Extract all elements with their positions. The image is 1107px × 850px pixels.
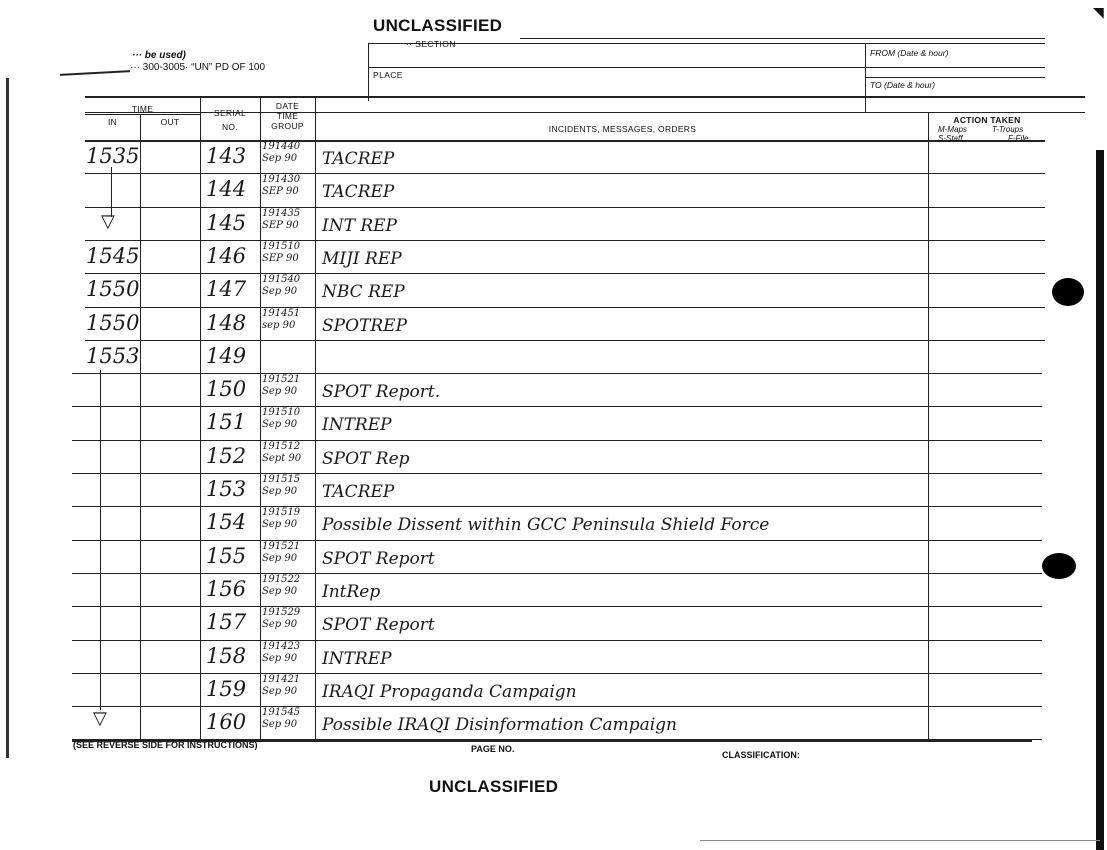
time-subheader-rule [85,114,200,115]
dtg-time: 191440 [262,141,301,152]
bottom-scan-line [700,840,1100,841]
incident-text: TACREP [322,149,395,169]
instructions-note: (SEE REVERSE SIDE FOR INSTRUCTIONS) [73,740,258,750]
dtg-time: 191521 [262,540,301,552]
time-in-value: 1545 [86,243,140,268]
form-note-fragment: ··· be used) [132,50,186,61]
row-rule [72,406,1042,407]
row-rule [72,506,1042,507]
serial-number: 147 [206,277,247,302]
section-label: ·· SECTION [406,39,456,49]
action-file-label: F-File [1008,134,1029,143]
classification-label: CLASSIFICATION: [722,750,800,760]
row-rule [85,207,1045,208]
incident-text: IntRep [322,581,381,602]
serial-number: 152 [206,443,247,468]
row-rule [72,573,1042,574]
dtg-time: 191521 [262,374,301,386]
dtg-time: 191512 [262,440,301,452]
incident-text: IRAQI Propaganda Campaign [322,681,577,702]
dtg-time: 191522 [262,573,301,585]
arrow-down-line-2 [100,370,101,710]
dtg-time: 191510 [262,407,301,419]
serial-number: 148 [206,310,247,335]
incident-text: TACREP [322,182,395,203]
out-header: OUT [160,117,180,127]
dtg-header-line2: TIME [276,111,299,121]
dtg-header-line3: GROUP [271,121,304,131]
incident-text: MIJI REP [322,248,402,269]
dtg-date: Sep 90 [262,619,298,631]
dtg-date: Sep 90 [262,386,298,398]
dtg-header-line1: DATE [275,101,300,111]
incident-text: SPOTREP [322,315,408,336]
serial-number: 155 [206,543,247,568]
dtg-time: 191430 [262,174,301,186]
incident-text: SPOT Report [322,615,435,636]
row-rule [72,440,1042,441]
incident-text: NBC REP [322,282,405,303]
dtg-date: Sep 90 [262,419,298,431]
punch-hole-mark-2 [1042,553,1076,579]
serial-number: 157 [206,610,247,635]
dtg-date: SEP 90 [262,219,299,231]
serial-number: 160 [206,710,247,735]
dtg-date: Sep 90 [262,286,298,298]
dtg-date: Sep 90 [262,486,298,497]
to-label: TO (Date & hour) [870,80,936,90]
serial-header: SERIAL [213,108,247,118]
header-divider-left [368,43,369,101]
dtg-time: 191540 [262,274,301,286]
action-taken-header: ACTION TAKEN [953,115,1021,125]
row-rule [85,307,1045,308]
row-rule [85,173,1045,174]
dtg-time: 191515 [262,474,301,485]
dtg-date: Sep 90 [262,153,298,164]
serial-number: 143 [206,144,247,168]
header-top-rule [520,38,1045,39]
row-rule [72,540,1042,541]
serial-number: 144 [206,177,247,202]
incident-text: Possible IRAQI Disinformation Campaign [322,715,677,736]
serial-number: 150 [206,377,247,402]
dtg-time: 191510 [262,240,301,252]
serial-number: 145 [206,210,247,235]
row-rule [85,240,1045,241]
right-scan-edge [1096,150,1104,850]
classification-top: UNCLASSIFIED [373,16,503,35]
serial-number: 156 [206,576,247,601]
incident-text: SPOT Rep [322,448,410,469]
arrow-down-icon-1: ▽ [101,211,115,231]
header-divider-right [865,43,866,113]
time-in-value: 1553 [86,343,140,368]
serial-no-header: NO. [221,122,238,132]
incidents-header: INCIDENTS, MESSAGES, ORDERS [548,124,697,134]
dtg-date: Sep 90 [262,585,298,597]
col-rule-in-out [140,114,141,739]
serial-number: 153 [206,477,247,501]
in-header: IN [107,117,118,127]
dtg-date: Sept 90 [262,452,302,464]
row-rule [72,706,1042,707]
serial-number: 158 [206,643,247,668]
incident-text: INT REP [322,215,397,236]
incident-text: TACREP [322,482,395,502]
row-rule [85,340,1045,341]
time-in-value: 1550 [86,310,140,335]
action-staff-label: S-Staff [938,134,963,143]
col-rule-dtg-incidents [315,96,316,739]
dtg-date: SEP 90 [262,252,299,264]
place-label: PLACE [373,70,403,80]
row-rule [72,673,1042,674]
table-header-bottom-rule [85,140,1045,142]
dtg-time: 191421 [262,673,301,685]
dtg-date: Sep 90 [262,685,298,697]
from-label: FROM (Date & hour) [870,48,949,58]
incident-text: SPOT Report [322,548,435,569]
form-number-fragment: ··· 300-3005· “UN” PD OF 100 [130,62,266,73]
serial-number: 149 [206,343,247,368]
dtg-time: 191519 [262,507,301,519]
serial-number: 154 [206,510,247,535]
arrow-down-line-1 [111,167,112,217]
dtg-time: 191435 [262,207,301,219]
classification-bottom: UNCLASSIFIED [429,777,559,796]
from-to-rule [865,77,1045,78]
serial-number: 159 [206,676,247,701]
col-rule-serial-dtg [260,96,261,739]
dtg-time: 191529 [262,607,301,619]
serial-number: 146 [206,243,247,268]
incident-text: Possible Dissent within GCC Peninsula Shield Force [322,515,770,536]
page-no-label: PAGE NO. [471,744,515,754]
time-in-value: 1550 [86,277,140,302]
left-binding-edge [6,78,9,758]
col-rule-out-serial [200,96,201,739]
corner-mark-icon: ◥ [1093,4,1104,20]
action-maps-label: M-Maps [938,125,967,134]
incident-text: SPOT Report. [322,382,441,403]
incident-text: INTREP [322,415,392,436]
dtg-time: 191545 [262,707,301,719]
table-top-rule [85,96,1085,98]
form-number-stroke [60,70,130,76]
dtg-time: 191451 [262,307,301,319]
dtg-date: SEP 90 [262,186,299,198]
dtg-date: Sep 90 [262,652,298,664]
time-in-value: 1535 [86,144,140,168]
serial-number: 151 [206,410,247,435]
dtg-date: sep 90 [262,319,296,331]
dtg-time: 191423 [262,640,301,652]
dtg-date: Sep 90 [262,719,298,731]
row-rule [72,640,1042,641]
action-troops-label: T-Troups [992,125,1024,134]
row-rule [72,606,1042,607]
row-rule [72,373,1042,374]
time-header: TIME [131,104,154,114]
punch-hole-mark-1 [1052,278,1084,306]
incident-text: INTREP [322,648,392,669]
arrow-down-icon-2: ▽ [93,708,107,728]
header-rule-3 [368,67,1045,68]
row-rule [85,273,1045,274]
row-rule [72,473,1042,474]
dtg-date: Sep 90 [262,552,298,564]
dtg-date: Sep 90 [262,519,298,531]
header-rule-2 [368,43,1045,44]
